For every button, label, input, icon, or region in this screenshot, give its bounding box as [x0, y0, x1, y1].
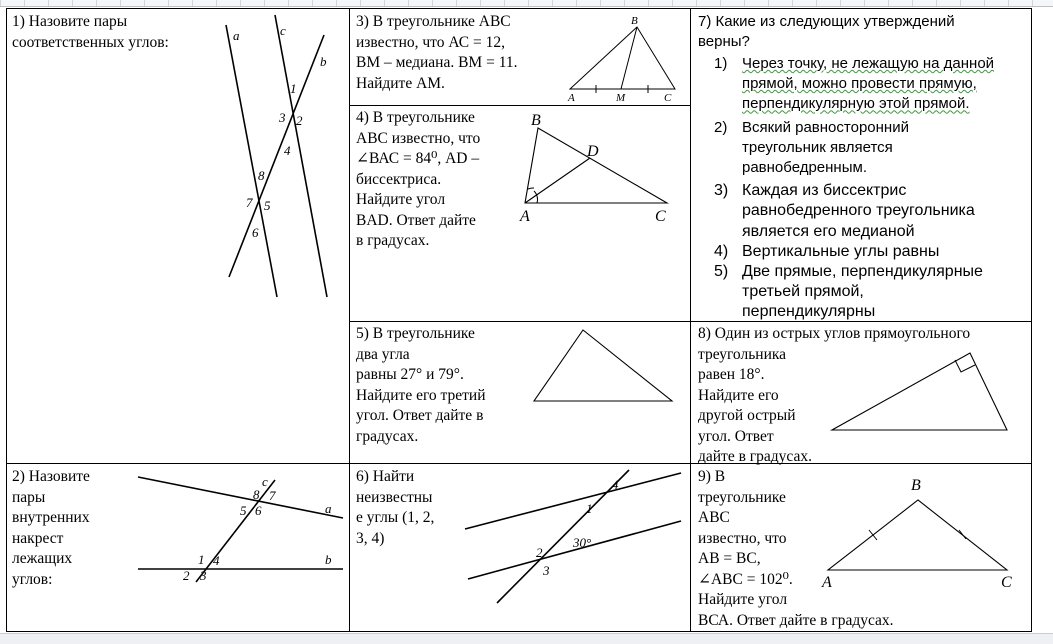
q7-title-line: 7) Какие из следующих утверждений	[698, 13, 955, 30]
fig4-vertex-d: D	[587, 143, 599, 160]
fig1-angle-3: 3	[279, 110, 286, 125]
fig9-vertex-a: A	[822, 574, 832, 591]
q7-statement-line: является его медианой	[742, 222, 915, 240]
q6-line: 3, 4)	[356, 529, 385, 547]
q4-line: в градусах.	[356, 232, 430, 249]
q5-line: два угла	[356, 345, 410, 363]
fig1-angle-1: 1	[290, 81, 297, 96]
q7-statement-line: равнобедренного треугольника	[742, 202, 975, 220]
q8-line: равен 18°.	[698, 366, 765, 383]
q9-line: ВСА. Ответ дайте в градусах.	[698, 611, 894, 629]
q7-title-line: верны?	[698, 33, 750, 51]
q9-line: АВС	[698, 509, 730, 526]
q9-line: АВ = ВС,	[698, 550, 761, 567]
fig1-angle-7: 7	[246, 195, 253, 210]
q7-statement-line: равнобедренным.	[742, 159, 867, 177]
q7-statement-line: прямой, можно провести прямую,	[742, 75, 977, 93]
fig6-angle-1: 1	[586, 501, 593, 516]
q7-statement-number: 3)	[714, 182, 729, 200]
q7-statement-number: 2)	[714, 118, 728, 136]
q8-line: Найдите его	[698, 386, 779, 404]
fig6-given-angle: 30°	[573, 535, 592, 550]
fig3-vertex-m: M	[616, 92, 626, 104]
fig2-angle-4: 4	[213, 553, 220, 568]
q2-line: 2) Назовите	[12, 468, 90, 485]
q7-statement-number: 5)	[714, 263, 729, 281]
q7-statement-line: перпендикулярную этой прямой.	[742, 95, 970, 113]
q2-line: внутренних	[12, 509, 90, 526]
q9-line: ∠АВС = 102⁰.	[698, 570, 793, 588]
q1-line: соответственных углов:	[12, 33, 169, 51]
fig6-angle-2: 2	[536, 545, 543, 560]
q7-statement-line: Две прямые, перпендикулярные	[742, 263, 983, 281]
fig3-vertex-a: A	[568, 92, 575, 104]
q2-line: лежащих	[12, 550, 73, 567]
fig2-angle-5: 5	[240, 503, 247, 518]
q2-line: пары	[12, 488, 46, 506]
fig2-label-c: c	[262, 474, 268, 489]
q3-line: ВМ – медиана. ВМ = 11.	[356, 54, 518, 71]
fig4-vertex-a: A	[520, 208, 530, 225]
q4-line: 4) В треугольнике	[356, 109, 475, 126]
q4-line: АВС известно, что	[356, 129, 481, 147]
q7-statement-line: Вертикальные углы равны	[742, 242, 940, 260]
q8-line: дайте в градусах.	[698, 448, 812, 465]
fig1-angle-4: 4	[284, 143, 291, 158]
q7-statement-line: Каждая из биссектрис	[742, 182, 907, 200]
fig3-vertex-c: C	[664, 92, 672, 104]
q2-line: углов:	[12, 570, 53, 588]
q4-line: Найдите угол	[356, 191, 446, 208]
fig2-angle-3: 3	[200, 568, 207, 583]
q7-statement-number: 1)	[714, 55, 728, 72]
fig2-angle-1: 1	[198, 552, 205, 567]
q9-line: 9) В	[698, 468, 726, 485]
q3-line: 3) В треугольнике АВС	[356, 13, 511, 30]
q7-statement-line: третьей прямой,	[742, 283, 864, 301]
fig1-label-b: b	[320, 54, 327, 69]
q5-line: Найдите его третий	[356, 386, 486, 404]
q2-line: накрест	[12, 529, 64, 547]
fig2-angle-6: 6	[255, 503, 262, 518]
q6-line: 6) Найти	[356, 468, 415, 485]
q6-line: е углы (1, 2,	[356, 509, 435, 526]
bottom-status-strip	[0, 633, 1053, 644]
q3-line: известно, что АС = 12,	[356, 33, 505, 51]
fig2-label-a: a	[325, 501, 332, 516]
q5-line: угол. Ответ дайте в	[356, 407, 484, 424]
q4-line: биссектриса.	[356, 170, 442, 188]
fig1-label-a: a	[233, 28, 240, 43]
q5-line: 5) В треугольнике	[356, 325, 475, 342]
q7-statement-line: Через точку, не лежащую на данной	[742, 55, 995, 72]
q5-line: градусах.	[356, 427, 419, 445]
fig3-vertex-b: B	[631, 15, 638, 27]
fig4-vertex-c: C	[655, 208, 666, 225]
fig9-vertex-c: C	[1001, 574, 1012, 591]
fig2-label-b: b	[325, 552, 332, 567]
q6-line: неизвестны	[356, 488, 433, 506]
fig2-angle-8: 8	[253, 487, 260, 502]
fig1-angle-6: 6	[252, 225, 259, 240]
q7-statement-line: треугольник является	[742, 138, 893, 156]
q7-statement-number: 4)	[714, 242, 729, 260]
q9-line: треугольнике	[698, 488, 786, 506]
fig6-angle-3: 3	[543, 563, 550, 578]
q9-line: Найдите угол	[698, 591, 788, 608]
fig4-vertex-b: B	[531, 112, 541, 129]
fig1-angle-8: 8	[258, 168, 265, 183]
q8-line: 8) Один из острых углов прямоугольного	[698, 325, 971, 342]
q4-line: ∠ВАС = 84⁰, AD –	[356, 150, 480, 167]
fig2-angle-7: 7	[269, 488, 276, 503]
q8-line: другой острый	[698, 407, 796, 424]
q3-line: Найдите АМ.	[356, 74, 445, 92]
q1-line: 1) Назовите пары	[12, 13, 128, 30]
fig1-angle-5: 5	[264, 198, 271, 213]
q7-statement-line: перпендикулярны	[742, 303, 876, 321]
fig9-vertex-b: B	[911, 477, 921, 494]
fig1-label-c: c	[280, 23, 286, 38]
fig1-angle-2: 2	[296, 113, 303, 128]
fig2-angle-2: 2	[183, 568, 190, 583]
q4-line: BAD. Ответ дайте	[356, 211, 476, 229]
q8-line: угол. Ответ	[698, 427, 774, 445]
q7-statement-line: Всякий равносторонний	[742, 118, 909, 136]
fig6-angle-4: 4	[612, 477, 619, 492]
q9-line: известно, что	[698, 529, 787, 547]
q5-line: равны 27° и 79°.	[356, 366, 464, 383]
q8-line: треугольника	[698, 345, 787, 363]
